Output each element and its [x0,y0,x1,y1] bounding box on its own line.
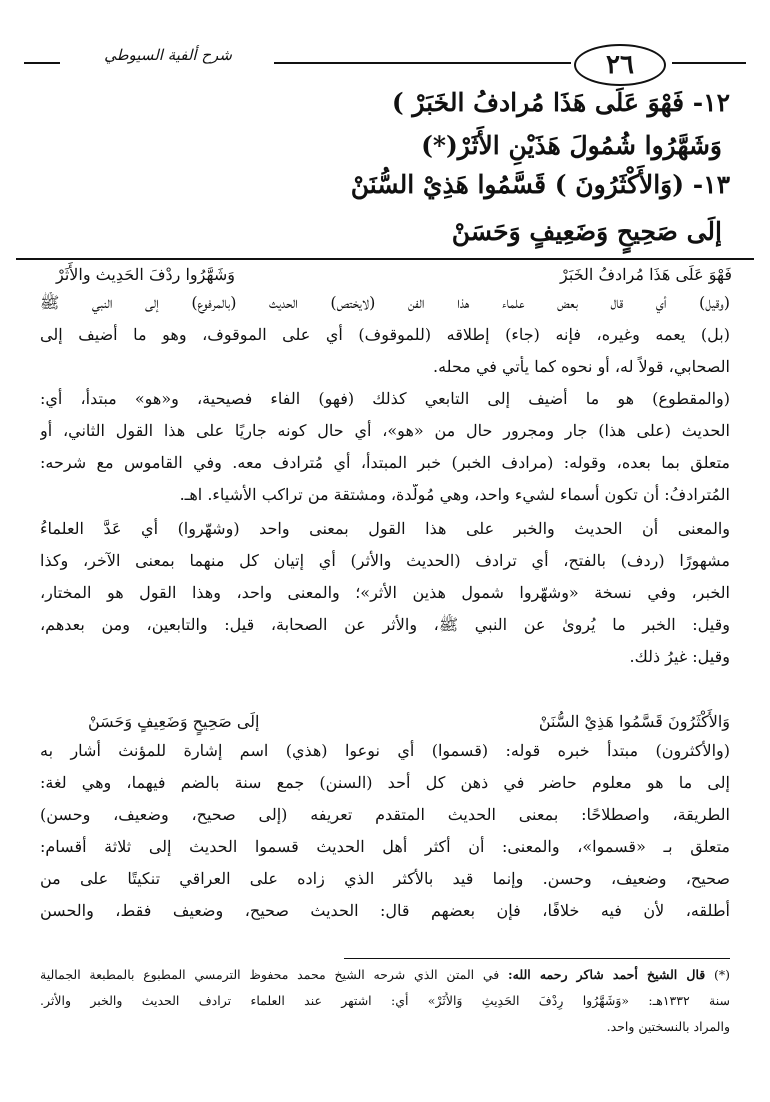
page-number: ٢٦ [574,44,666,86]
commentary-line: متعلق بما بعده، وقوله: (مرادف الخبر) خبر المبتدأ، أي مُترادف معه. وفي القاموس مع شرحه: [40,453,730,472]
footnote-line: والمراد بالنسختين واحد. [606,1019,730,1034]
half-verse-b-left: إلَى صَحِيحٍ وَضَعِيفٍ وَحَسَنْ [88,712,260,731]
verse-13-second-half: إلَى صَحِيحٍ وَضَعِيفٍ وَحَسَنْ [451,217,722,246]
verse-13-first-half: ١٣- (وَالأَكْثَرُونَ ) قَسَّمُوا هَذِيْ السُّنَنْ [350,170,730,199]
half-verse-b-right: وَالأَكْثَرُونَ قَسَّمُوا هَذِيْ السُّنَنْ [538,712,730,731]
footnote-separator [344,958,730,959]
half-verse-a-right: فَهْوَ عَلَى هَذَا مُرادفُ الخَبَرْ [560,265,732,284]
commentary-line: أطلقه، لأن فيه خلافًا، فإن بعضهم قال: الحديث صحيح، وضعيف فقط، والحسن [40,901,730,920]
commentary-line: والمعنى أن الحديث والخبر على هذا القول بمعنى واحد (وشهّروا) أي عَدَّ العلماءُ [40,519,730,538]
book-title: شرح ألفية السيوطي [104,46,232,64]
commentary-line: الصحابي، قولاً له، أو نحوه كما يأتي في محله. [433,357,730,376]
half-verse-a-left: وَشَهَّرُوا ردْفَ الحَدِيث والأَثَرْ [56,265,235,284]
page-header [24,38,746,90]
commentary-line: مشهورًا (ردف) بالفتح، أي ترادف (الحديث والأثر) أي إتيان كل منهما بمعنى الآخر، وكذا [40,551,730,570]
commentary-line: صحيح، وضعيف، وحسن. وإنما قيد بالأكثر الذي زاده على العراقي تنكيتًا على من [40,869,730,888]
footnote-marker: (*) [713,967,730,982]
header-rule-left [24,62,60,64]
commentary-line: (والأكثرون) مبتدأ خبره قوله: (قسموا) أي نوعوا (هذي) اسم إشارة للمؤنث أشار به [40,741,730,760]
commentary-line: (بل) يعمه وغيره، فإنه (جاء) إطلاقه (للموقوف) أي على الموقوف، وهو ما أُضيف إلى [40,325,730,344]
commentary-line: (والمقطوع) هو ما أُضيف إلى التابعي كذلك (فهو) الفاء فصيحية، و«هو» مبتدأ، أي: [40,389,730,408]
commentary-line: متعلق بـ «قسموا»، والمعنى: أن أكثر أهل الحديث قسموا الحديث إلى ثلاثة أقسام: [40,837,730,856]
footnote-text: في المتن الذي شرحه الشيخ محمد محفوظ الترمسي المطبوع بالمطبعة الجمالية [40,967,500,982]
header-rule-right [672,62,746,64]
verse-12-second-half: وَشَهَّرُوا شُمُولَ هَذَيْنِ الأَثَرْ(*) [421,131,722,160]
commentary-line: إلى ما هو معلوم حاضر في ذهن كل أحد (السنن) جمع سنة بالضم فيهما، وهي لغة: [40,773,730,792]
verse-12-first-half: ١٢- فَهْوَ عَلَى هَذَا مُرادفُ الخَبَرْ ) [391,88,730,117]
commentary-line: وقيل: غيرُ ذلك. [629,647,730,666]
header-rule-middle [274,62,571,64]
commentary-line: وقيل: الخبر ما يُروىٰ عن النبي ﷺ، والأثر عن الصحابة، قيل: والتابعين، ومن بعدهم، [40,615,730,634]
footnote-line: سنة ١٣٣٢هـ: «وَشَهَّرُوا رِدْفَ الحَدِيثِ وَالأَثَرْ» أي: اشتهر عند العلماء ترادف الحديث والخبر والأثر. [40,993,730,1008]
commentary-line: المُترادفُ: أن تكون أسماء لشيء واحد، وهي مُولّدة، ومشتقة من تراكب الأشياء. اهـ. [179,485,730,504]
footnote-line [40,966,730,984]
verse-separator [16,258,754,260]
footnote-author: قال الشيخ أحمد شاكر رحمه الله: [508,967,706,982]
commentary-line: الطريقة، واصطلاحًا: بمعنى الحديث المتقدم تعريفه (إلى صحيح، وضعيف، وحسن) [40,805,730,824]
commentary-line: الحديث (على هذا) جار ومجرور حال من «هو»، أي حال كونه جاريًا على هذا القول الثاني، أو [40,421,730,440]
commentary-line: الخبر، وفي نسخة «وشهّروا شمول هذين الأثر»؛ والمعنى واحد، وهذا القول هو المختار، [40,583,730,602]
commentary-line: (وقيل) أي قال بعض علماء هذا الفن (لايختص) الحديث (بالمرفوع) إلى النبي ﷺ [40,293,730,312]
